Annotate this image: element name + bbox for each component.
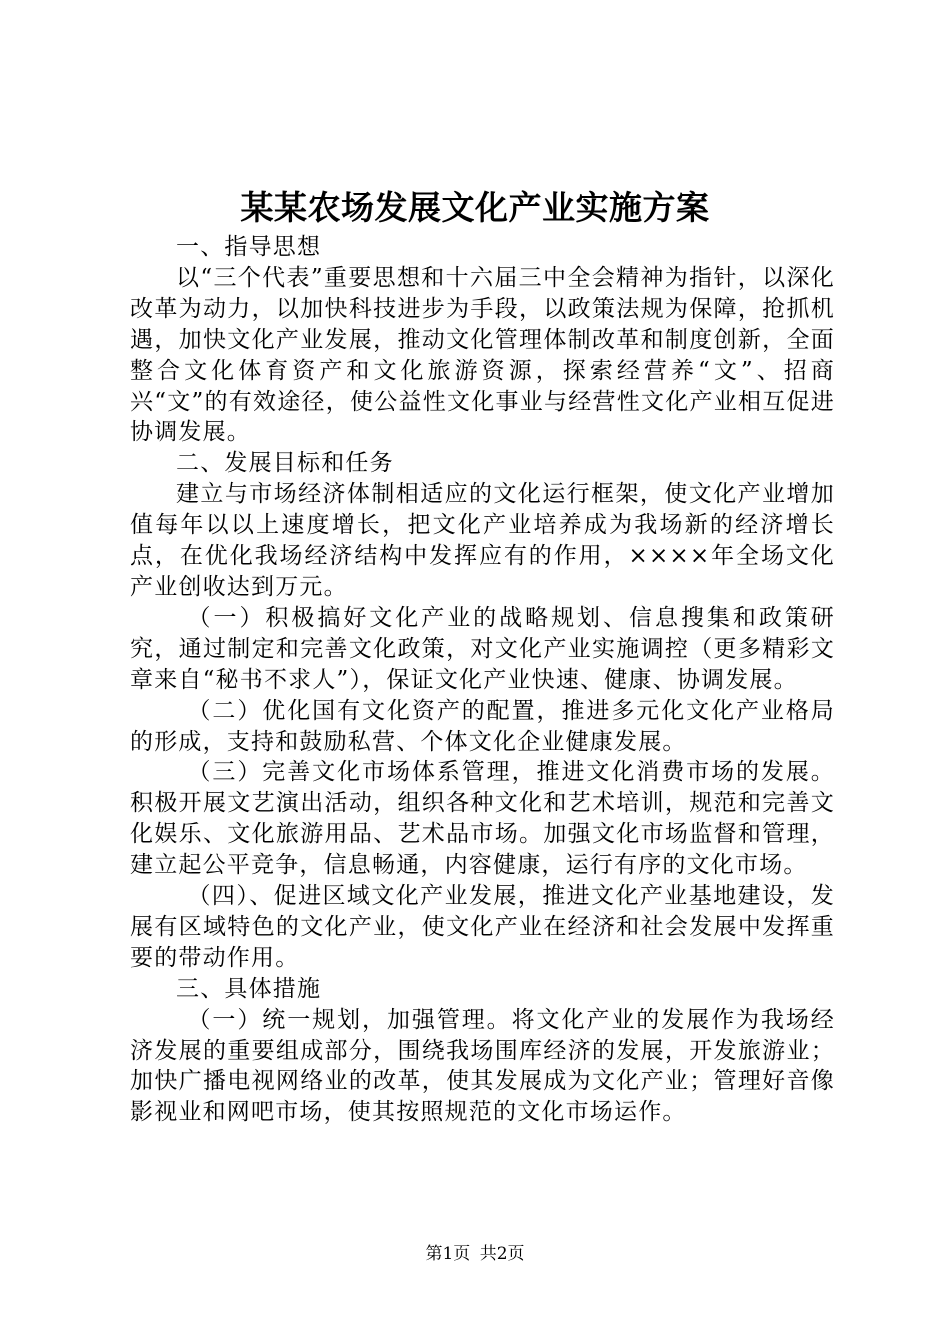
- section-heading-goals-tasks: 二、发展目标和任务: [176, 450, 394, 477]
- paragraph-task-4: （四）、促进区域文化产业发展，推进文化产业基地建设，发展有区域特色的文化产业，使文化产业在经济和社会发展中发挥重要的带动作用。: [130, 883, 835, 971]
- page-number: 第1页: [425, 1244, 471, 1264]
- paragraph-task-2: （二）优化国有文化资产的配置，推进多元化文化产业格局的形成，支持和鼓励私营、个体文化企业健康发展。: [130, 697, 835, 755]
- section-heading-measures: 三、具体措施: [176, 975, 322, 1002]
- paragraph-task-1: （一）积极搞好文化产业的战略规划、信息搜集和政策研究，通过制定和完善文化政策，对文化产业实施调控（更多精彩文章来自“秘书不求人”），保证文化产业快速、健康、协调发展。: [130, 604, 835, 693]
- paragraph-guiding-ideology: 以“三个代表”重要思想和十六届三中全会精神为指针，以深化改革为动力，以加快科技进步为手段，以政策法规为保障，抢抓机遇，加快文化产业发展，推动文化管理体制改革和制度创新，全面整合文化体育资产和文化旅游资源，探索经营养“文”、招商兴“文”的有效途径，使公益性文化事业与经营性文化产业相互促进协调发展。: [130, 264, 835, 446]
- page-footer: [0, 1242, 950, 1266]
- paragraph-measure-1: （一）统一规划，加强管理。将文化产业的发展作为我场经济发展的重要组成部分，围绕我场围库经济的发展，开发旅游业；加快广播电视网络业的改革，使其发展成为文化产业；管理好音像影视业和网吧市场，使其按照规范的文化市场运作。: [130, 1006, 835, 1126]
- paragraph-goals: 建立与市场经济体制相适应的文化运行框架，使文化产业增加值每年以以上速度增长，把文化产业培养成为我场新的经济增长点，在优化我场经济结构中发挥应有的作用，××××年全场文化产业创收达到万元。: [130, 481, 835, 600]
- document-title: 某某农场发展文化产业实施方案: [240, 188, 710, 227]
- page-total: 共2页: [479, 1244, 525, 1264]
- section-heading-guiding-ideology: 一、指导思想: [176, 234, 322, 260]
- paragraph-task-3: （三）完善文化市场体系管理，推进文化消费市场的发展。积极开展文艺演出活动，组织各种文化和艺术培训，规范和完善文化娱乐、文化旅游用品、艺术品市场。加强文化市场监督和管理，建立起公平竞争，信息畅通，内容健康，运行有序的文化市场。: [130, 759, 835, 879]
- document-body: [130, 232, 835, 1128]
